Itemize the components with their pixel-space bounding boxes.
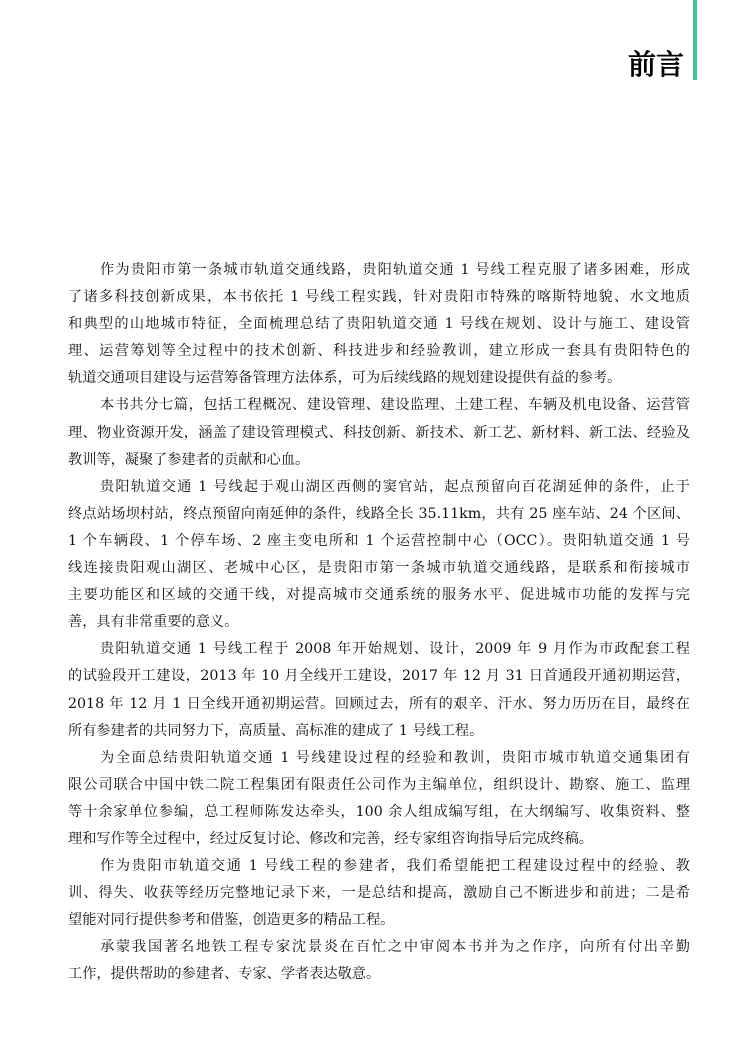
text-line: 贵阳轨道交通 1 号线起于观山湖区西侧的窦官站，起点预留向百花湖延伸的条件，止于: [100, 478, 690, 495]
text-line: 理、物业资源开发，涵盖了建设管理模式、科技创新、新技术、新工艺、新材料、新工法、经验及: [68, 424, 690, 441]
text-line: 和典型的山地城市特征，全面梳理总结了贵阳轨道交通 1 号线在规划、设计与施工、建设管: [68, 316, 690, 333]
text-line: 的试验段开工建设，2013 年 10 月全线开工建设，2017 年 12 月 31 日首通段开通初期运营，: [68, 668, 690, 685]
text-line: 终点站场坝村站，终点预留向南延伸的条件，线路全长 35.11km，共有 25 座车站、24 个区间、: [68, 505, 690, 522]
paragraph: [68, 745, 690, 853]
paragraph: [68, 257, 690, 392]
paragraph: [68, 474, 690, 637]
text-line: 所有参建者的共同努力下，高质量、高标准的建成了 1 号线工程。: [68, 722, 484, 739]
text-line: 作为贵阳市轨道交通 1 号线工程的参建者，我们希望能把工程建设过程中的经验、教: [100, 858, 690, 875]
text-line: 本书共分七篇，包括工程概况、建设管理、建设监理、土建工程、车辆及机电设备、运营管: [100, 397, 690, 414]
text-line: 主要功能区和区域的交通干线，对提高城市交通系统的服务水平、促进城市功能的发挥与完: [68, 587, 690, 604]
paragraph: [68, 853, 690, 934]
text-line: 承蒙我国著名地铁工程专家沈景炎在百忙之中审阅本书并为之作序，向所有付出辛勤: [100, 939, 690, 956]
text-line: 为全面总结贵阳轨道交通 1 号线建设过程的经验和教训，贵阳市城市轨道交通集团有: [100, 749, 690, 766]
text-line: 作为贵阳市第一条城市轨道交通线路，贵阳轨道交通 1 号线工程克服了诸多困难，形成: [100, 262, 690, 278]
text-line: 工作，提供帮助的参建者、专家、学者表达敬意。: [68, 966, 381, 983]
text-line: 等十余家单位参编，总工程师陈发达牵头，100 余人组成编写组，在大纲编写、收集资料、整: [68, 803, 690, 820]
paragraph: [68, 934, 690, 988]
text-line: 1 个车辆段、1 个停车场、2 座主变电所和 1 个运营控制中心（OCC）。贵阳轨道交通 1 号: [68, 532, 690, 549]
paragraph: [68, 636, 690, 744]
page-title: 前言: [628, 48, 685, 81]
text-line: 理和写作等全过程中，经过反复讨论、修改和完善，经专家组咨询指导后完成终稿。: [68, 830, 593, 847]
text-line: 轨道交通项目建设与运营筹备管理方法体系，可为后续线路的规划建设提供有益的参考。: [68, 370, 622, 387]
text-line: 限公司联合中国中铁二院工程集团有限责任公司作为主编单位，组织设计、勘察、施工、监理: [68, 776, 690, 793]
text-line: 善，具有非常重要的意义。: [68, 614, 239, 631]
paragraph: [68, 392, 690, 473]
text-line: 线连接贵阳观山湖区、老城中心区，是贵阳市第一条城市轨道交通线路，是联系和衔接城市: [68, 560, 690, 577]
text-line: 2018 年 12 月 1 日全线开通初期运营。回顾过去，所有的艰辛、汗水、努力历历在目，最终在: [68, 695, 690, 712]
text-line: 了诸多科技创新成果，本书依托 1 号线工程实践，针对贵阳市特殊的喀斯特地貌、水文地质: [68, 289, 690, 306]
preface-body: [68, 257, 690, 989]
text-line: 教训等，凝聚了参建者的贡献和心血。: [68, 451, 310, 468]
text-line: 望能对同行提供参考和借鉴，创造更多的精品工程。: [68, 912, 395, 929]
chapter-accent-bar: [693, 0, 697, 80]
text-line: 理、运营筹划等全过程中的技术创新、科技进步和经验教训，建立形成一套具有贵阳特色的: [68, 343, 690, 360]
text-line: 训、得失、收获等经历完整地记录下来，一是总结和提高，激励自己不断进步和前进；二是希: [68, 885, 690, 902]
text-line: 贵阳轨道交通 1 号线工程于 2008 年开始规划、设计，2009 年 9 月作为市政配套工程: [100, 641, 690, 658]
